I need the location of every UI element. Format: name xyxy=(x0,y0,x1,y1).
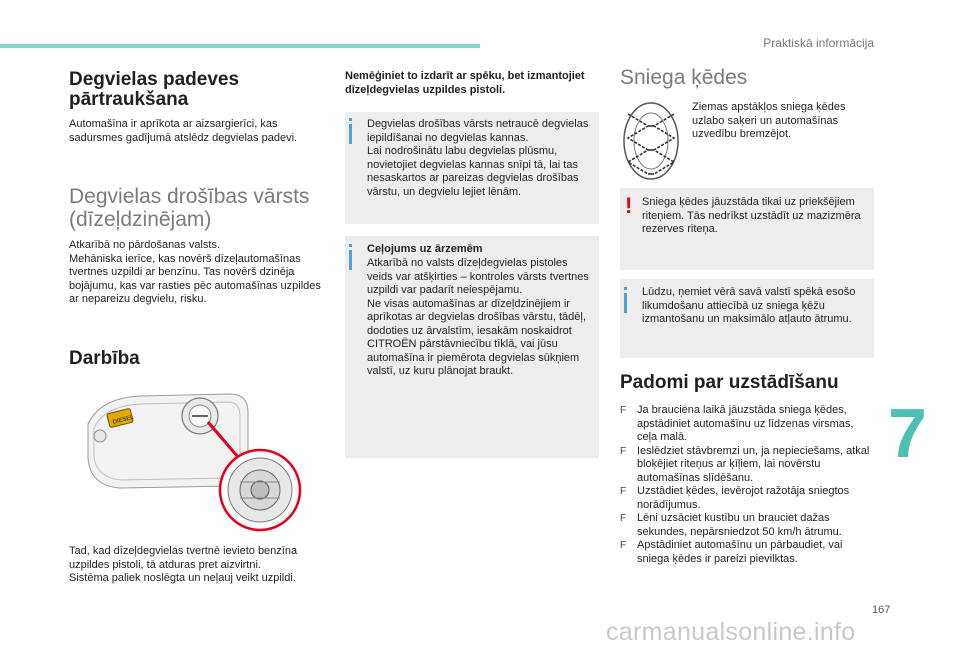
page-number: 167 xyxy=(872,604,891,616)
snow-chains-intro: Ziemas apstākļos sniega ķēdes uzlabo saķeri un automašīnas uzvedību bremzējot. xyxy=(692,101,846,140)
para-operation: Tad, kad dīzeļdegvielas tvertnē ievieto benzīna uzpildes pistoli, tā atduras pret aizvirtni. Sistēma paliek noslēgta un neļauj veikt uzpildi. xyxy=(69,545,298,584)
warning-snow-chains-text: Sniega ķēdes jāuzstāda tikai uz priekšējiem riteņiem. Tās nedrīkst uzstādīt uz mazizmēra rezerves riteņa. xyxy=(642,196,861,235)
info-legislation-text: Lūdzu, ņemiet vērā savā valstī spēkā esošo likumdošanu attiecībā uz sniega ķēžu izmantošanu un maksimālo atļauto ātrumu. xyxy=(642,286,856,325)
heading-operation: Darbība xyxy=(69,348,140,369)
section-header: Praktiskā informācija xyxy=(763,36,874,50)
info-icon xyxy=(349,118,352,121)
list-item: F Apstādiniet automašīnu un pārbaudiet, vai sniega ķēdes ir pareizi pievilktas. xyxy=(620,539,843,565)
para-misfuel-device: Atkarībā no pārdošanas valsts. Mehāniska ierīce, kas novērš dīzeļautomašīnas tvertnes uzpildi ar benzīnu. Tas novērš dzinēja bojājumu, kas var rasties pēc automašīnas uzpildes ar nepareizu degvielu, risku. xyxy=(69,239,321,305)
info-fuel-can-text: Degvielas drošības vārsts netraucē degvielas iepildīšanai no degvielas kannas. Lai nodrošinātu labu degvielas plūsmu, novietojiet degvielas kannas snīpi tā, lai tas nesaskartos ar pareizas degvielas drošības vārstu, un degvielu lejiet lēnām. xyxy=(367,118,589,198)
info-abroad-text: Atkarībā no valsts dīzeļdegvielas pistoles veids var atšķirties – kontroles vārsts tvertnes uzpildi var padarīt neiespējamu. Ne visas automašīnas ar dīzeļdzinējiem ir aprīkotas ar degvielas drošības vārstu, tādēļ, dodoties uz ārvalstīm, iesakām noskaidrot CITROËN pārstāvniecību tīklā, vai jūsu automašīna ir piemērota degvielas sūkņiem valstī, uz kuru plānojat braukt. xyxy=(367,257,589,377)
diesel-label-text: DIESEL xyxy=(112,414,135,426)
info-box-legislation xyxy=(620,279,874,358)
info-box-fuel-can xyxy=(345,112,599,224)
warning-icon: ! xyxy=(625,193,633,218)
fuel-filler-illustration xyxy=(80,388,340,538)
warning-force-text: Nemēģiniet to izdarīt ar spēku, bet izmantojiet dīzeļdegvielas uzpildes pistoli. xyxy=(345,70,585,96)
header-accent-bar xyxy=(0,44,480,48)
list-item: F Ja brauciena laikā jāuzstāda sniega ķēdes, apstādiniet automašīnu uz līdzenas virsmas, ceļa malā. xyxy=(620,404,854,443)
list-item: F Uzstādiet ķēdes, ievērojot ražotāja sniegtos norādījumus. xyxy=(620,485,850,511)
heading-misfuel-device: Degvielas drošības vārsts (dīzeļdzinējam) xyxy=(69,185,310,231)
bullet-icon: F xyxy=(620,513,627,524)
info-abroad-title: Ceļojums uz ārzemēm xyxy=(367,243,483,255)
watermark: carmanualsonline.info xyxy=(606,618,856,646)
info-box-abroad xyxy=(345,236,599,458)
warning-box-snow-chains xyxy=(620,188,874,270)
bullet-icon: F xyxy=(620,445,627,457)
heading-installation-tips: Padomi par uzstādīšanu xyxy=(620,372,839,393)
installation-tips-list xyxy=(620,404,876,566)
bullet-icon: F xyxy=(620,486,627,497)
list-item: F Ieslēdziet stāvbremzi un, ja nepieciešams, atkal bloķējiet riteņus ar ķīļiem, lai novērstu automašīnas slīdēšanu. xyxy=(620,444,870,484)
para-fuel-cutoff: Automašīna ir aprīkota ar aizsargierīci, kas sadursmes gadījumā atslēdz degvielas padevi. xyxy=(69,118,298,144)
info-icon xyxy=(624,287,627,290)
bullet-icon: F xyxy=(620,405,627,416)
heading-fuel-cutoff: Degvielas padeves pārtraukšana xyxy=(69,69,240,110)
info-icon xyxy=(349,244,352,247)
bullet-icon: F xyxy=(620,540,627,551)
snow-chain-icon xyxy=(618,100,684,182)
chapter-number: 7 xyxy=(888,394,927,472)
heading-snow-chains: Sniega ķēdes xyxy=(620,66,748,89)
list-item: F Lēni uzsāciet kustību un brauciet dažas sekundes, nepārsniedzot 50 km/h ātrumu. xyxy=(620,512,842,538)
